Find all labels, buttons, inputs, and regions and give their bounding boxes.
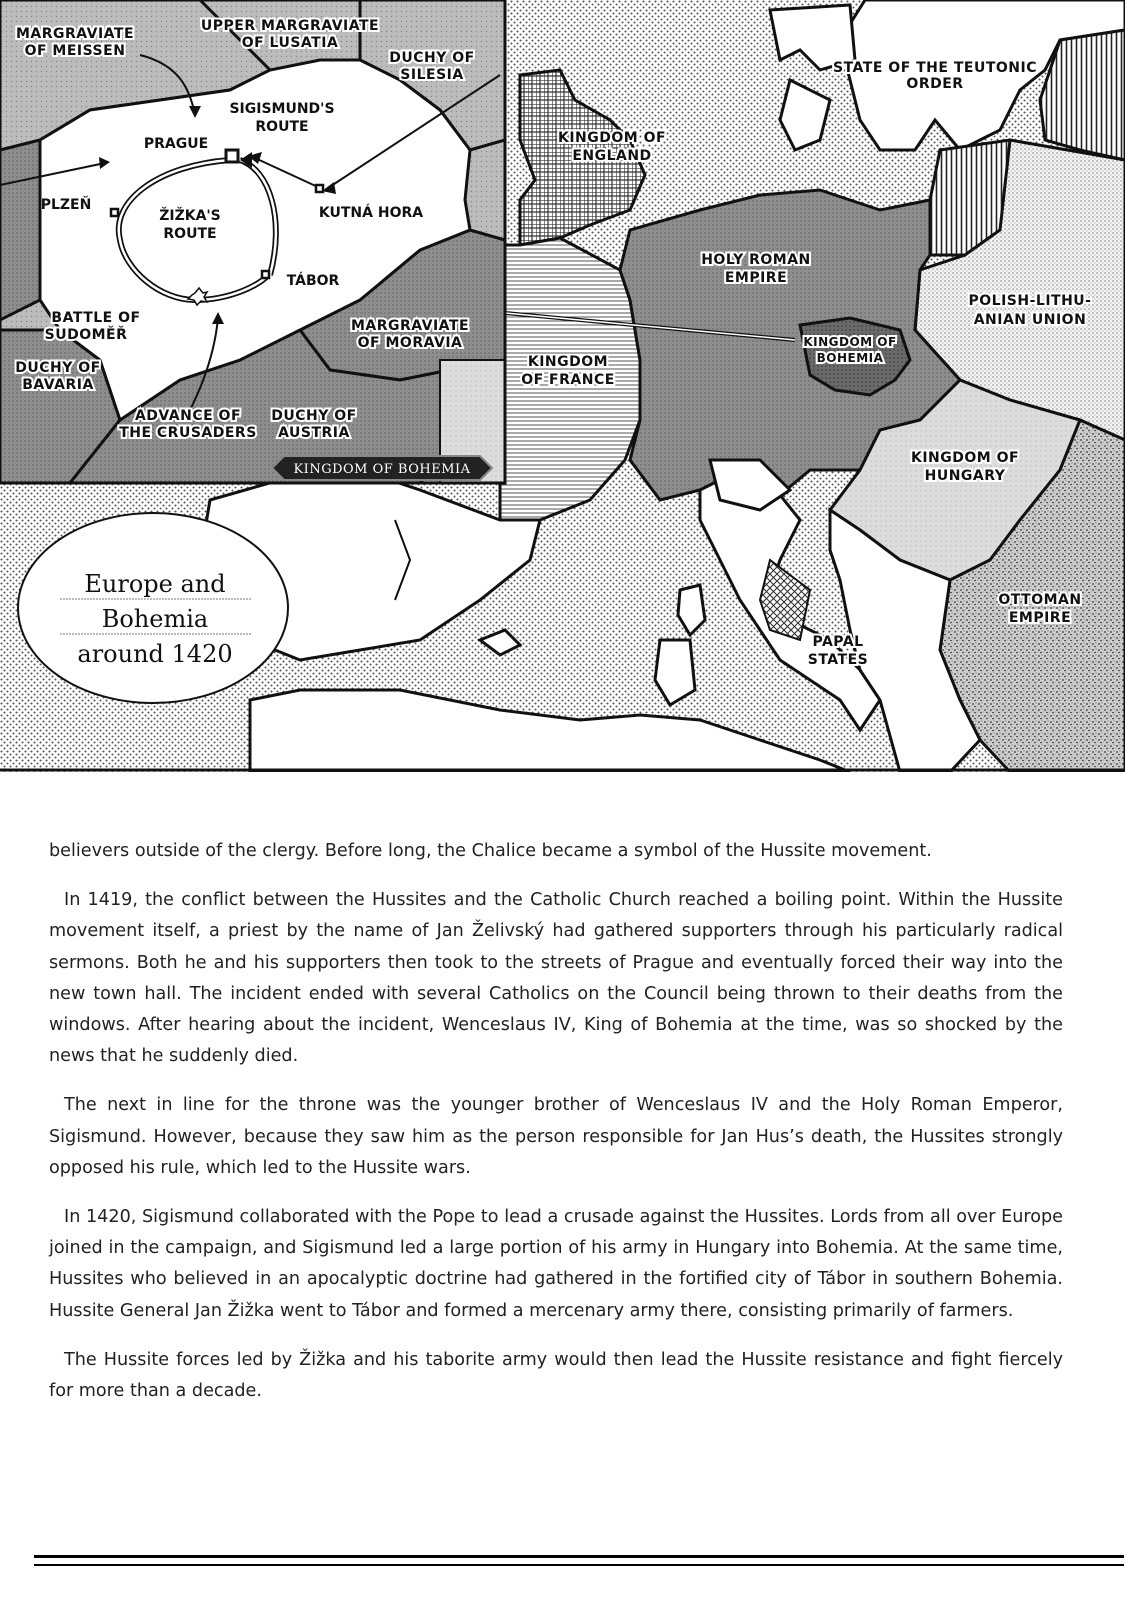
label-austria-1: DUCHY OF (271, 408, 357, 424)
label-zizka-route-1: ŽIŽKA'S (159, 208, 221, 224)
paragraph-3: The next in line for the throne was the younger brother of Wenceslaus IV and the Holy Roman Emperor, Sigismund. However, because they saw him as the person responsible for Jan Hus’s death, the Hussites strongly opposed his rule, which led to the Hussite wars. (49, 1095, 1063, 1178)
paragraph-1: believers outside of the clergy. Before long, the Chalice became a symbol of the Hussite movement. (49, 841, 932, 861)
plzen-marker (111, 209, 118, 216)
label-sudomer-1: BATTLE OF (51, 310, 141, 326)
label-poland-2: ANIAN UNION (973, 312, 1087, 328)
bohemia-inset (0, 0, 505, 483)
label-teutonic-2: ORDER (906, 76, 964, 92)
region-west (0, 140, 40, 320)
kutna-hora-marker (316, 185, 323, 192)
paragraph-4: In 1420, Sigismund collaborated with the Pope to lead a crusade against the Hussites. Lords from all over Europe joined in the campaign, and Sigismund led a large portion of his army in Hungary into Bohemia. At the same time, Hussites who believed in an apocalyptic doctrine had gathered in the fortified city of Tábor in southern Bohemia. Hussite General Jan Žižka went to Tábor and formed a mercenary army there, consisting primarily of farmers. (49, 1207, 1063, 1321)
title-line-3: around 1420 (77, 640, 233, 668)
tabor-marker (262, 271, 269, 278)
label-crusaders-1: ADVANCE OF (134, 408, 242, 424)
label-sigismund-route-2: ROUTE (255, 119, 309, 135)
body-text (49, 836, 1063, 1425)
label-moravia-1: MARGRAVIATE (350, 318, 470, 334)
label-france-1: KINGDOM (527, 354, 609, 370)
label-bavaria-2: BAVARIA (22, 377, 94, 393)
map-illustration (0, 0, 1125, 772)
label-zizka-route-2: ROUTE (163, 226, 217, 242)
label-bohemia-1: KINGDOM OF (803, 335, 897, 349)
label-moravia-2: OF MORAVIA (357, 335, 463, 351)
label-hre-2: EMPIRE (724, 270, 788, 286)
label-prague: PRAGUE (143, 136, 209, 152)
label-ottoman-2: EMPIRE (1008, 610, 1072, 626)
label-papal-1: PAPAL (812, 634, 864, 650)
label-hre-1: HOLY ROMAN (701, 252, 811, 268)
label-crusaders-2: THE CRUSADERS (119, 425, 257, 441)
title-line-2: Bohemia (101, 605, 209, 633)
label-meissen-2: OF MEISSEN (24, 43, 126, 59)
label-england-1: KINGDOM OF (557, 130, 667, 146)
label-bavaria-1: DUCHY OF (15, 360, 101, 376)
bottom-rule-thick (34, 1555, 1124, 1558)
prague-marker (226, 150, 238, 162)
paragraph-5: The Hussite forces led by Žižka and his taborite army would then lead the Hussite resistance and fight fiercely for more than a decade. (49, 1349, 1063, 1402)
title-line-1: Europe and (84, 570, 226, 598)
label-england-2: ENGLAND (572, 148, 652, 164)
label-lusatia-2: OF LUSATIA (241, 35, 339, 51)
label-tabor: TÁBOR (286, 273, 340, 289)
label-kutna-hora: KUTNÁ HORA (318, 205, 424, 221)
label-hungary-1: KINGDOM OF (910, 450, 1020, 466)
label-sudomer-2: SUDOMĚŘ (44, 327, 128, 343)
label-france-2: OF FRANCE (521, 372, 615, 388)
label-papal-2: STATES (807, 652, 869, 668)
label-meissen-1: MARGRAVIATE (15, 26, 135, 42)
bottom-rule-thin (34, 1564, 1124, 1566)
label-poland-1: POLISH-LITHU- (968, 293, 1092, 309)
label-plzen: PLZEŇ (40, 197, 92, 213)
label-sigismund-route-1: SIGISMUND'S (229, 101, 335, 117)
paragraph-2: In 1419, the conflict between the Hussites and the Catholic Church reached a boiling point. Within the Hussite movement itself, a priest by the name of Jan Želivský had gathered supporters through his particularly radical sermons. Both he and his supporters then took to the streets of Prague and eventually forced their way into the new town hall. The incident ended with several Catholics on the Council being thrown to their deaths from the windows. After hearing about the incident, Wenceslaus IV, King of Bohemia at the time, was so shocked by the news that he suddenly died. (49, 890, 1063, 1067)
label-austria-2: AUSTRIA (278, 425, 350, 441)
map-title (18, 513, 288, 703)
label-teutonic-1: STATE OF THE TEUTONIC (833, 60, 1037, 76)
label-hungary-2: HUNGARY (924, 468, 1006, 484)
label-bohemia-2: BOHEMIA (816, 351, 884, 365)
label-silesia-2: SILESIA (400, 67, 464, 83)
label-ottoman-1: OTTOMAN (998, 592, 1082, 608)
label-silesia-1: DUCHY OF (389, 50, 475, 66)
label-lusatia-1: UPPER MARGRAVIATE (200, 18, 380, 34)
inset-banner-text: KINGDOM OF BOHEMIA (293, 462, 471, 477)
